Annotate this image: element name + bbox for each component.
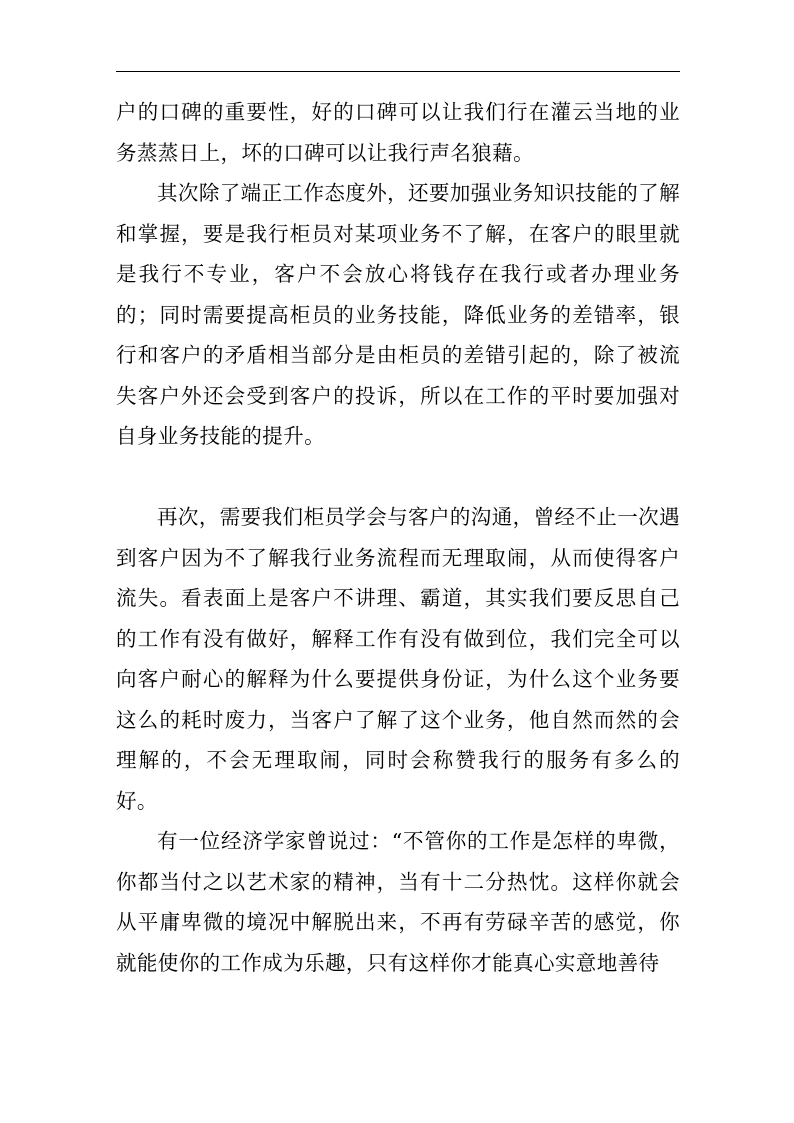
paragraph-communication: 再次，需要我们柜员学会与客户的沟通，曾经不止一次遇到客户因为不了解我行业务流程而无理取闹，从而使得客户流失。看表面上是客户不讲理、霸道，其实我们要反思自己的工作有没有做好，解释工作有没有做到位，我们完全可以向客户耐心的解释为什么要提供身份证，为什么这个业务要这么的耗时废力，当客户了解了这个业务，他自然而然的会理解的，不会无理取闹，同时会称赞我行的服务有多么的好。 [116, 505, 680, 813]
paragraph-quote: 有一位经济学家曾说过：“不管你的工作是怎样的卑微，你都当付之以艺术家的精神，当有十二分热忱。这样你就会从平庸卑微的境况中解脱出来，不再有劳碌辛苦的感觉，你就能使你的工作成为乐趣，只有这样你才能真心实意地善待 [116, 829, 680, 975]
paragraph-continuation: 户的口碑的重要性，好的口碑可以让我们行在灌云当地的业务蒸蒸日上，坏的口碑可以让我行声名狼藉。 [116, 100, 680, 165]
header-rule [116, 71, 680, 72]
paragraph-skills: 其次除了端正工作态度外，还要加强业务知识技能的了解和掌握，要是我行柜员对某项业务不了解，在客户的眼里就是我行不专业，客户不会放心将钱存在我行或者办理业务的；同时需要提高柜员的业务技能，降低业务的差错率，银行和客户的矛盾相当部分是由柜员的差错引起的，除了被流失客户外还会受到客户的投诉，所以在工作的平时要加强对自身业务技能的提升。 [116, 181, 680, 448]
page-body [116, 92, 680, 983]
paragraph-gap [116, 457, 680, 498]
